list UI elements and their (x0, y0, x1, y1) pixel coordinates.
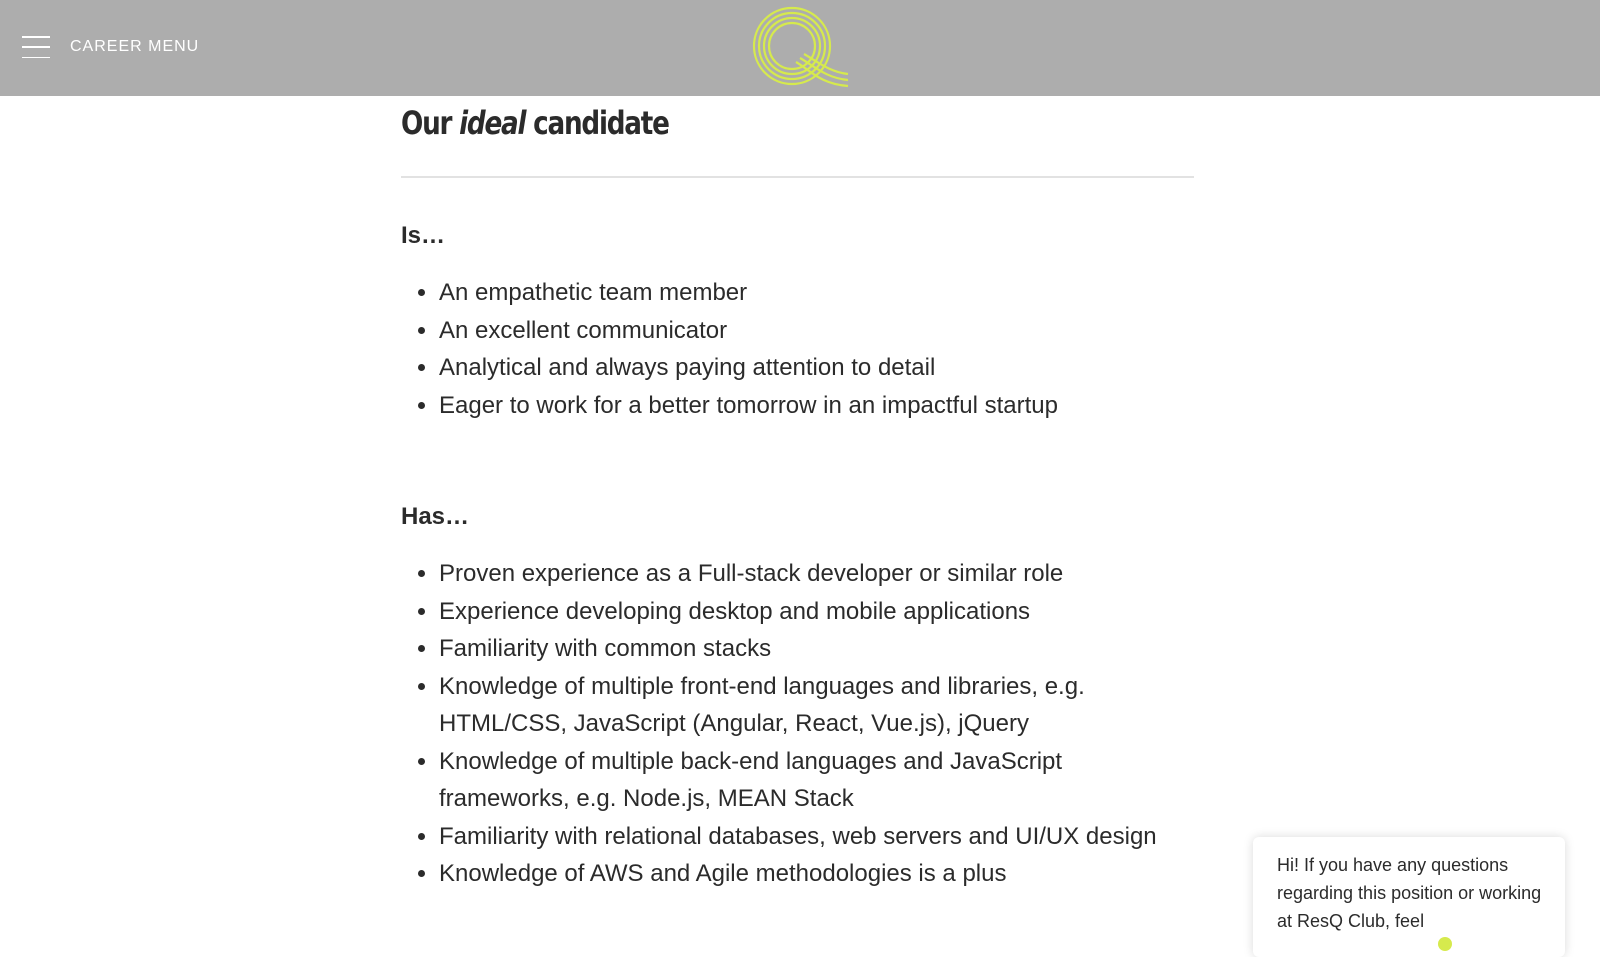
chat-popup[interactable] (1253, 837, 1565, 957)
chat-message: Hi! If you have any questions regarding this position or working at ResQ Club, feel (1277, 855, 1542, 931)
title-divider (401, 176, 1194, 178)
list-item: • Eager to work for a better tomorrow in an impactful startup (439, 387, 1199, 425)
resq-q-logo-icon[interactable] (744, 4, 852, 92)
list-item: • Knowledge of multiple back-end languages and JavaScript frameworks, e.g. Node.js, MEAN Stack (439, 743, 1199, 818)
list-item: • Familiarity with common stacks (439, 630, 1199, 668)
career-menu-label[interactable]: CAREER MENU (70, 38, 200, 55)
has-heading: Has… (401, 503, 470, 530)
career-menu-button[interactable] (22, 36, 199, 58)
list-item: • Experience developing desktop and mobile applications (439, 593, 1199, 631)
list-item: • Proven experience as a Full-stack developer or similar role (439, 555, 1199, 593)
site-header (0, 0, 1600, 96)
list-item: • An empathetic team member (439, 274, 1199, 312)
list-item: • Knowledge of multiple front-end languages and libraries, e.g. HTML/CSS, JavaScript (Angular, React, Vue.js), jQuery (439, 668, 1199, 743)
list-item: • Knowledge of AWS and Agile methodologies is a plus (439, 855, 1199, 893)
list-item: • An excellent communicator (439, 312, 1199, 350)
is-heading: Is… (401, 222, 446, 249)
page-title (401, 100, 1051, 146)
is-list (401, 274, 1199, 424)
hamburger-menu-icon[interactable] (22, 36, 50, 58)
has-list (401, 555, 1199, 893)
title-pre: Our (401, 104, 452, 142)
main-content (401, 100, 1194, 887)
list-item: • Familiarity with relational databases, web servers and UI/UX design (439, 818, 1199, 856)
title-emphasis: ideal (459, 104, 526, 142)
title-post: candidate (533, 104, 669, 142)
list-item: • Analytical and always paying attention to detail (439, 349, 1199, 387)
chat-avatar-icon (1438, 937, 1452, 951)
